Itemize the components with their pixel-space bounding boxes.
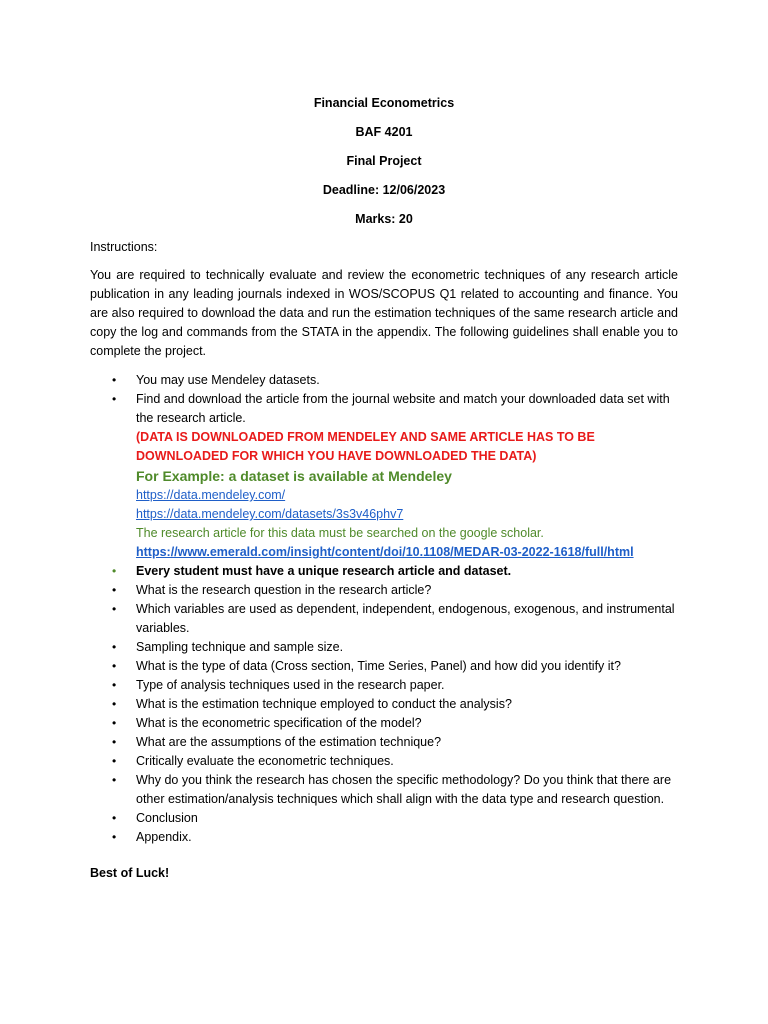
course-title: Financial Econometrics [313,96,455,110]
course-code: BAF 4201 [355,125,413,139]
mendeley-home-link[interactable]: https://data.mendeley.com/ [136,488,286,502]
list-item-text: Why do you think the research has chosen the specific methodology? Do you think that there are other estimation/analysis techniques which shall align with the data type and research question. [136,773,672,806]
bullet-icon: • [112,640,117,654]
bullet-icon: • [112,373,117,387]
bullet-icon: • [112,583,117,597]
example-block [90,428,680,562]
list-item [90,695,680,714]
intro-paragraph: You are required to technically evaluate and review the econometric techniques of any research article publication in any leading journals indexed in WOS/SCOPUS Q1 related to accounting and finance. You are also required to download the data and run the estimation techniques of the same research article and copy the log and commands from the STATA in the appendix. The following guidelines shall enable you to complete the project. [90,268,678,358]
closing-text: Best of Luck! [90,866,170,880]
list-item [90,733,680,752]
list-item-text: You may use Mendeley datasets. [136,373,320,387]
deadline: Deadline: 12/06/2023 [322,183,446,197]
mendeley-note: (DATA IS DOWNLOADED FROM MENDELEY AND SAME ARTICLE HAS TO BE DOWNLOADED FOR WHICH YOU HAVE DOWNLOADED THE DATA) [136,430,595,463]
list-item-text: What is the type of data (Cross section, Time Series, Panel) and how did you identify it? [136,659,621,673]
list-item [90,638,680,657]
list-item [90,771,680,809]
list-item [90,371,680,390]
list-item-text: What are the assumptions of the estimation technique? [136,735,442,749]
list-item-text: What is the research question in the research article? [136,583,432,597]
list-item [90,809,680,828]
bullet-icon: • [112,716,117,730]
article-link[interactable]: https://www.emerald.com/insight/content/doi/10.1108/MEDAR-03-2022-1618/full/html [136,545,634,559]
list-item-text: Appendix. [136,830,192,844]
scholar-note: The research article for this data must be searched on the google scholar. [136,526,544,540]
bullet-icon: • [112,602,117,616]
bullet-icon: • [112,830,117,844]
list-item-text: Conclusion [136,811,198,825]
bullet-icon: • [112,773,117,787]
bullet-icon: • [112,697,117,711]
list-item-text: Type of analysis techniques used in the research paper. [136,678,445,692]
bullet-icon: • [112,564,117,578]
bullet-icon: • [112,811,117,825]
list-item [90,562,680,581]
marks: Marks: 20 [355,212,413,226]
list-item [90,828,680,847]
list-item [90,390,680,428]
guidelines-list [90,371,680,847]
instructions-label: Instructions: [90,240,158,254]
bullet-icon: • [112,735,117,749]
bullet-icon: • [112,392,117,406]
example-label: For Example: a dataset is available at Mendeley [136,468,452,484]
list-item [90,752,680,771]
list-item-text: What is the estimation technique employed to conduct the analysis? [136,697,512,711]
list-item [90,676,680,695]
list-item [90,581,680,600]
list-item-text: Sampling technique and sample size. [136,640,344,654]
project-title: Final Project [346,154,422,168]
bullet-icon: • [112,754,117,768]
list-item-text: Which variables are used as dependent, independent, endogenous, exogenous, and instrumental variables. [136,602,675,635]
list-item [90,600,680,638]
list-item [90,714,680,733]
bullet-icon: • [112,678,117,692]
mendeley-dataset-link[interactable]: https://data.mendeley.com/datasets/3s3v46phv7 [136,507,404,521]
list-item [90,657,680,676]
list-item-text: Critically evaluate the econometric techniques. [136,754,394,768]
bullet-icon: • [112,659,117,673]
list-item-text: Find and download the article from the journal website and match your downloaded data set with the research article. [136,392,670,425]
list-item-text: Every student must have a unique research article and dataset. [136,564,512,578]
list-item-text: What is the econometric specification of the model? [136,716,422,730]
